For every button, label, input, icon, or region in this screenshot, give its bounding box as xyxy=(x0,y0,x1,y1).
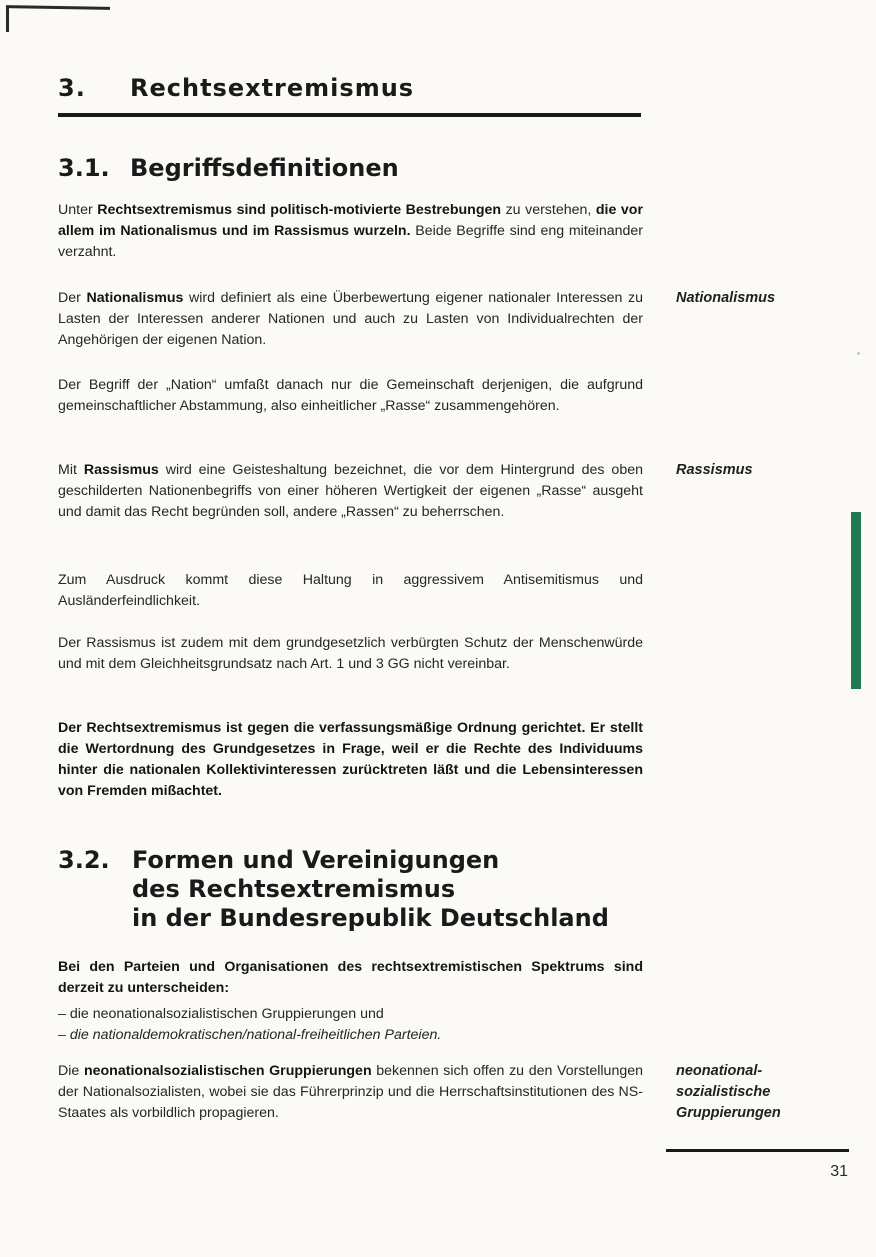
text-run: Der xyxy=(58,290,87,306)
bold-run: die vor allem im Nationalismus und im Rassismus wurzeln. xyxy=(58,202,643,239)
text-run: Die xyxy=(58,1063,84,1079)
section-heading-3-2 xyxy=(58,846,678,933)
margin-note-line: sozialistische xyxy=(676,1084,771,1100)
margin-note-nationalismus: Nationalismus xyxy=(676,290,776,306)
crop-mark xyxy=(6,5,110,10)
margin-note-line: Gruppierungen xyxy=(676,1105,781,1121)
bold-run: Nationalismus xyxy=(86,290,184,306)
section-heading-3-1 xyxy=(58,154,658,182)
bold-run: neonationalsozialistischen Gruppierungen xyxy=(83,1063,372,1079)
text-run: Mit xyxy=(58,462,84,478)
bold-run: Rassismus xyxy=(83,462,159,478)
footer-rule xyxy=(666,1149,849,1152)
section-title-line: in der Bundesrepublik Deutschland xyxy=(132,904,609,932)
party-type-list xyxy=(58,1004,643,1046)
text-run: wird eine Geisteshaltung bezeichnet, die vor dem Hintergrund des oben geschilderten Nationenbegriffs von einer höheren Wertigkeit der eigenen „Rasse“ ausgeht und damit das Recht begründen soll, andere „Rassen“ zu beherrschen. xyxy=(58,462,643,520)
list-item: – die neonationalsozialistischen Gruppierungen und xyxy=(58,1006,384,1022)
paragraph-rassismus xyxy=(58,460,643,523)
margin-note-rassismus: Rassismus xyxy=(676,462,753,478)
section-number: 3.2. xyxy=(58,846,110,874)
margin-note-line: neonational- xyxy=(676,1063,763,1079)
section-title-line: Formen und Vereinigungen xyxy=(132,846,500,874)
text-run: zu verstehen, xyxy=(501,202,596,218)
text-run: wird definiert als eine Überbewertung eigener nationaler Interessen zu Lasten der Interessen anderer Nationen und auch zu Lasten von Individualrechten der Angehörigen der eigenen Nation. xyxy=(58,290,643,348)
paragraph-definition xyxy=(58,200,643,263)
scan-speck xyxy=(857,352,860,355)
list-item: – die nationaldemokratischen/national-freiheitlichen Parteien. xyxy=(58,1027,442,1043)
chapter-marker-bar xyxy=(851,512,861,689)
bold-run: Rechtsextremismus sind politisch-motivierte Bestrebungen xyxy=(97,202,502,218)
section-title: Begriffsdefinitionen xyxy=(130,154,399,182)
paragraph-nation: Der Begriff der „Nation“ umfaßt danach nur die Gemeinschaft derjenigen, die aufgrund gemeinschaftlicher Abstammung, also einheitlicher „Rasse“ zusammengehören. xyxy=(58,377,643,414)
paragraph-ausdruck: Zum Ausdruck kommt diese Haltung in aggressivem Antisemitismus und Ausländerfeindlichkeit. xyxy=(58,572,643,609)
section-title-line: des Rechtsextremismus xyxy=(132,875,456,903)
paragraph-neonazi xyxy=(58,1061,643,1124)
section-number: 3.1. xyxy=(58,154,110,182)
crop-mark-vertical xyxy=(6,6,9,32)
paragraph-menschenwuerde: Der Rassismus ist zudem mit dem grundgesetzlich verbürgten Schutz der Menschenwürde und mit dem Gleichheitsgrundsatz nach Art. 1 und 3 GG nicht vereinbar. xyxy=(58,635,643,672)
text-run: Unter xyxy=(58,202,98,218)
paragraph-verfassung: Der Rechtsextremismus ist gegen die verfassungsmäßige Ordnung gerichtet. Er stellt die Wertordnung des Grundgesetzes in Frage, weil er die Rechte des Individuums hinter die nationalen Kollektivinteressen zurücktreten läßt und die Lebensinteressen von Fremden mißachtet. xyxy=(58,720,643,799)
page-number: 31 xyxy=(830,1163,848,1180)
chapter-number: 3. xyxy=(58,74,86,102)
margin-note-neonazi xyxy=(676,1061,826,1124)
text-run: bekennen sich offen zu den Vorstellungen der Nationalsozialisten, wobei sie das Führerprinzip und die Herrschaftsinstitutionen des NS-Staates als vorbildlich propagieren. xyxy=(58,1063,644,1121)
text-run: Beide Begriffe sind eng miteinander verzahnt. xyxy=(58,223,643,260)
paragraph-nationalismus xyxy=(58,288,643,351)
chapter-rule xyxy=(58,113,641,117)
paragraph-parteien: Bei den Parteien und Organisationen des rechtsextremistischen Spektrums sind derzeit zu unterscheiden: xyxy=(58,959,643,996)
chapter-title: Rechtsextremismus xyxy=(130,74,415,102)
chapter-heading xyxy=(58,74,658,102)
